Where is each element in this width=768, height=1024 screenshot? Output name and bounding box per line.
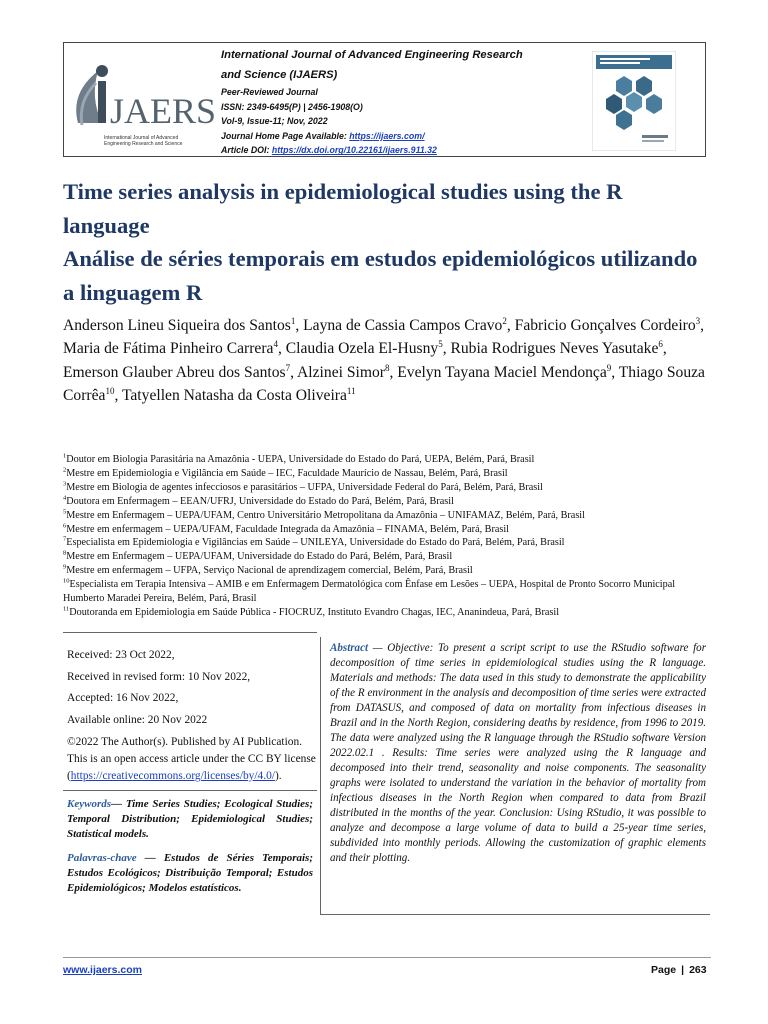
article-titles <box>63 175 713 309</box>
journal-info <box>221 45 581 158</box>
revised-date: Received in revised form: 10 Nov 2022, <box>67 670 251 683</box>
affiliation-item: $^8$Mestre em Enfermagem – UEPA/UFAM, Universidade do Estado do Pará, Belém, Pará, Brasil <box>63 549 453 563</box>
publication-dates <box>63 633 317 785</box>
journal-name-line-2: and Science (IJAERS) <box>221 69 338 81</box>
doi-link[interactable]: https://dx.doi.org/10.22161/ijaers.911.32 <box>271 145 437 156</box>
author-name: Anderson Lineu Siqueira dos Santos <box>63 317 291 334</box>
affiliation-list <box>63 453 713 620</box>
author-name: Tatyellen Natasha da Costa Oliveira <box>121 386 347 404</box>
journal-cover-image <box>592 51 676 151</box>
footer-website-link[interactable]: www.ijaers.com <box>63 964 142 976</box>
affiliation-item: $^9$Mestre em enfermagem – UFPA, Serviço Nacional de aprendizagem comercial, Belém, Pará, Brasil <box>63 563 473 577</box>
author-list: Anderson Lineu Siqueira dos Santos$^1$, Layna de Cassia Campos Cravo$^2$, Fabricio Gonçalves Cordeiro$^3$, Maria de Fátima Pinheiro Carrera$^4$, Claudia Ozela El-Husny$^5$, Rubia Rodrigues Neves Yasutake$^6$, Emerson Glauber Abreu dos Santos$^7$, Alzinei Simor$^8$, Evelyn Tayana Maciel Mendonça$^9$, Thiago Souza Corrêa$^{10}$, Tatyellen Natasha da Costa Oliveira$^{11}$ <box>63 315 705 404</box>
journal-logo <box>68 53 216 153</box>
doi-line: Article DOI: https://dx.doi.org/10.22161/ijaers.911.32 <box>221 145 437 156</box>
affiliation-item: $^{11}$Doutoranda em Epidemiologia em Saúde Pública - FIOCRUZ, Instituto Evandro Chagas, IEC, Ananindeua, Pará, Brasil <box>63 605 560 618</box>
abstract-text: Abstract — Objective: To present a script script to use the RStudio software for decomposition of time series in epidemiological studies using the R language. Materials and methods: The data used in this study to demonstrate the applicability of the R environment in the analysis and decomposition of time series were extracted from DATASUS, and composed of data on mortality from infectious diseases in Brazil and in the North Region, considering deaths by residence, from 1996 to 2019. The data were analyzed using the R language through the RStudio software Version 2022.02.1 . Results: Time series were analyzed using the R language and decomposed into their trend, seasonality and noise components. The seasonality graphs were isolated to understand the variation in the behavior of mortality from infectious diseases in the North Region when compared to data from Brazil distributed in the months of the year. Conclusion: Using RStudio, it was possible to analyze and decompose a large volume of data to build a 25-year time series, subdivided into monthly periods. Allowing the customization of graphic elements and their plotting. <box>330 642 706 864</box>
abstract-label: Abstract <box>330 642 369 654</box>
author-name: Thiago Souza Corrêa <box>63 363 705 404</box>
accepted-date: Accepted: 16 Nov 2022, <box>67 692 179 704</box>
article-title-english: Time series analysis in epidemiological studies using the R language <box>63 179 623 238</box>
logo-text: JAERS <box>110 91 216 131</box>
received-date: Received: 23 Oct 2022, <box>67 649 175 661</box>
author-name: Fabricio Gonçalves Cordeiro <box>514 317 696 334</box>
volume-label: Vol-9, Issue-11; Nov, 2022 <box>221 116 328 127</box>
affiliation-item: $^2$Mestre em Epidemiologia e Vigilância em Saúde – IEC, Faculdade Maurício de Nassau, Belém, Pará, Brasil <box>63 466 508 479</box>
affiliation-item: $^4$Doutora em Enfermagem – EEAN/UFRJ, Universidade do Estado do Pará, Belém, Pará, Brasil <box>63 494 454 507</box>
issn-label: ISSN: 2349-6495(P) | 2456-1908(O) <box>221 101 363 112</box>
affiliation-item: $^5$Mestre em Enfermagem – UEPA/UFAM, Centro Universitário Metropolitana da Amazônia – UNIFAMAZ, Belém, Pará, Brasil <box>63 508 585 521</box>
keywords-english: Keywords— Time Series Studies; Ecological Studies; Temporal Distribution; Epidemiological Studies; Statistical models. <box>67 798 313 840</box>
ijaers-logo-icon <box>68 53 216 133</box>
logo-caption: International Journal of Advanced Engineering Research and Science <box>104 135 183 147</box>
homepage-line: Journal Home Page Available: https://ijaers.com/ <box>221 130 425 141</box>
affiliation-item: $^{10}$Especialista em Terapia Intensiva – AMIB e em Enfermagem Dermatológica com Ênfase em Lesões – UEPA, Hospital de Pronto Socorro Municipal Humberto Maradei Pereira, Belém, Pará, Brasil <box>63 577 676 605</box>
page-number: Page | 263 <box>651 964 707 976</box>
author-name: Emerson Glauber Abreu dos Santos <box>63 363 286 381</box>
keywords-label: Keywords <box>67 798 111 810</box>
author-name: Claudia Ozela El-Husny <box>285 340 439 358</box>
footer-divider <box>63 957 711 958</box>
author-name: Maria de Fátima Pinheiro Carrera <box>63 340 274 358</box>
journal-name-line-1: International Journal of Advanced Engineering Research <box>221 49 523 61</box>
keywords-box <box>63 790 317 896</box>
abstract-column <box>320 637 710 915</box>
journal-header <box>63 42 706 157</box>
author-name: Evelyn Tayana Maciel Mendonça <box>397 363 607 381</box>
affiliation-item: $^1$Doutor em Biologia Parasitária na Amazônia - UEPA, Universidade do Estado do Pará, UEPA, Belém, Pará, Brasil <box>63 452 535 465</box>
article-meta-column <box>63 632 317 912</box>
palavras-chave-label: Palavras-chave <box>67 852 137 864</box>
author-name: Layna de Cassia Campos Cravo <box>303 317 503 334</box>
license-link[interactable]: https://creativecommons.org/licenses/by/4.0/ <box>70 770 275 782</box>
peer-reviewed-label: Peer-Reviewed Journal <box>221 87 318 97</box>
author-name: Rubia Rodrigues Neves Yasutake <box>450 340 659 358</box>
affiliation-item: $^7$Especialista em Epidemiologia e Vigilâncias em Saúde – UNILEYA, Universidade do Estado do Pará, Belém, Pará, Brasil <box>63 536 565 549</box>
affiliation-item: $^3$Mestre em Biologia de agentes infecciosos e parasitários – UFPA, Universidade Federal do Pará, Belém, Pará, Brasil <box>63 480 543 493</box>
license-notice: ©2022 The Author(s). Published by AI Publication. This is an open access article under the CC BY license (https://creativecommons.org/licenses/by/4.0/). <box>67 736 316 782</box>
affiliation-item: $^6$Mestre em enfermagem – UEPA/UFAM, Faculdade Integrada da Amazônia – FINAMA, Belém, Pará, Brasil <box>63 522 510 535</box>
homepage-link[interactable]: https://ijaers.com/ <box>349 130 425 141</box>
author-name: Alzinei Simor <box>297 363 385 381</box>
available-date: Available online: 20 Nov 2022 <box>67 713 208 726</box>
article-title-portuguese: Análise de séries temporais em estudos epidemiológicos utilizando a linguagem R <box>63 246 698 305</box>
keywords-portuguese: Palavras-chave — Estudos de Séries Temporais; Estudos Ecológicos; Distribuição Temporal; Estudos Epidemiológicos; Modelos estatísticos. <box>67 852 313 894</box>
